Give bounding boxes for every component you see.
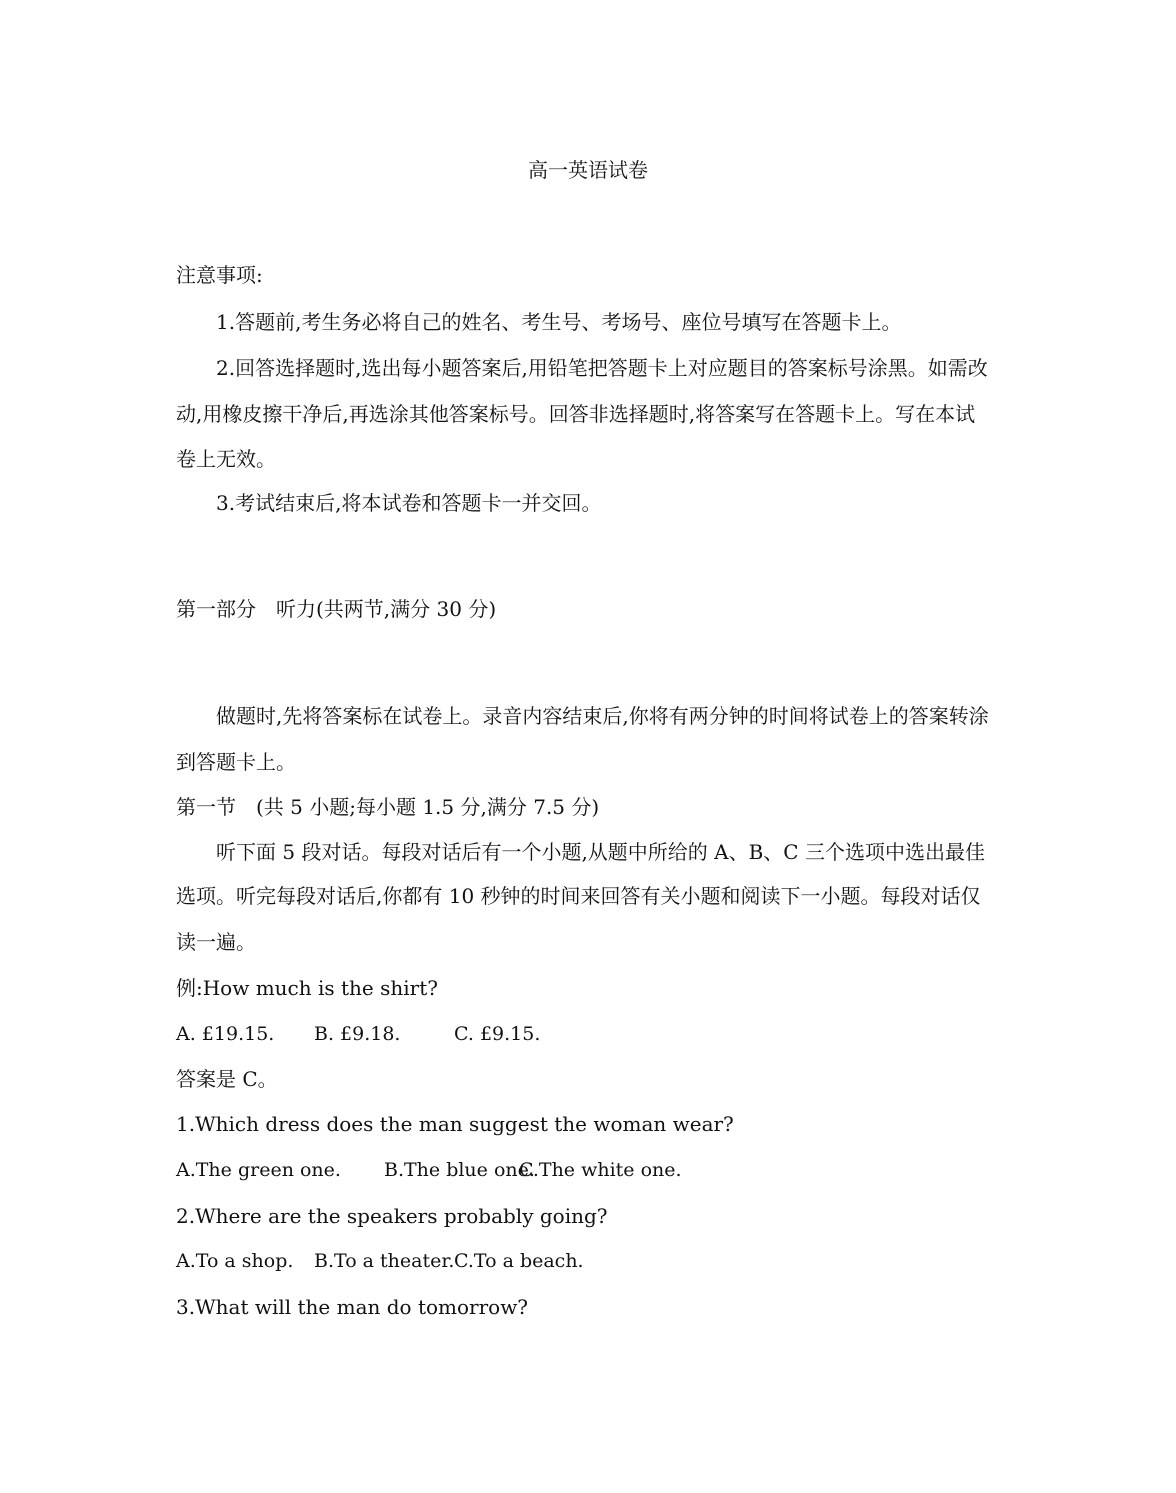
notice-item-2-line-2: 动,用橡皮擦干净后,再选涂其他答案标号。回答非选择题时,将答案写在答题卡上。写在本试 <box>176 402 976 426</box>
part1-heading: 第一部分 听力(共两节,满分 30 分) <box>176 597 497 621</box>
example-option-b: B. £9.18. <box>314 1023 401 1045</box>
notice-item-1: 1.答题前,考生务必将自己的姓名、考生号、考场号、座位号填写在答题卡上。 <box>216 310 902 334</box>
section1-instruction-line-2: 选项。听完每段对话后,你都有 10 秒钟的时间来回答有关小题和阅读下一小题。每段对话仅 <box>176 884 981 908</box>
notice-item-3: 3.考试结束后,将本试卷和答题卡一并交回。 <box>216 491 602 515</box>
example-option-a: A. £19.15. <box>176 1023 275 1045</box>
notice-item-2-line-3: 卷上无效。 <box>176 447 276 471</box>
question-3: 3.What will the man do tomorrow? <box>176 1295 529 1319</box>
part1-intro-line-2: 到答题卡上。 <box>176 750 296 774</box>
section1-heading: 第一节 (共 5 小题;每小题 1.5 分,满分 7.5 分) <box>176 795 600 819</box>
question-2-option-a: A.To a shop. <box>176 1250 294 1272</box>
section1-instruction-line-3: 读一遍。 <box>176 930 256 954</box>
example-answer: 答案是 C。 <box>176 1067 278 1091</box>
notice-heading: 注意事项: <box>176 263 263 287</box>
example-question: 例:How much is the shirt? <box>176 976 438 1000</box>
question-1-option-c: C.The white one. <box>519 1159 682 1181</box>
notice-item-2-line-1: 2.回答选择题时,选出每小题答案后,用铅笔把答题卡上对应题目的答案标号涂黑。如需改 <box>216 356 988 380</box>
question-2: 2.Where are the speakers probably going? <box>176 1204 608 1228</box>
question-2-option-c: C.To a beach. <box>454 1250 584 1272</box>
page-title: 高一英语试卷 <box>528 158 648 182</box>
question-1: 1.Which dress does the man suggest the woman wear? <box>176 1112 734 1136</box>
section1-instruction-line-1: 听下面 5 段对话。每段对话后有一个小题,从题中所给的 A、B、C 三个选项中选出最佳 <box>216 840 985 864</box>
part1-intro-line-1: 做题时,先将答案标在试卷上。录音内容结束后,你将有两分钟的时间将试卷上的答案转涂 <box>216 704 989 728</box>
question-2-option-b: B.To a theater. <box>314 1250 455 1272</box>
question-1-option-b: B.The blue one. <box>384 1159 535 1181</box>
example-option-c: C. £9.15. <box>454 1023 541 1045</box>
question-1-option-a: A.The green one. <box>176 1159 341 1181</box>
